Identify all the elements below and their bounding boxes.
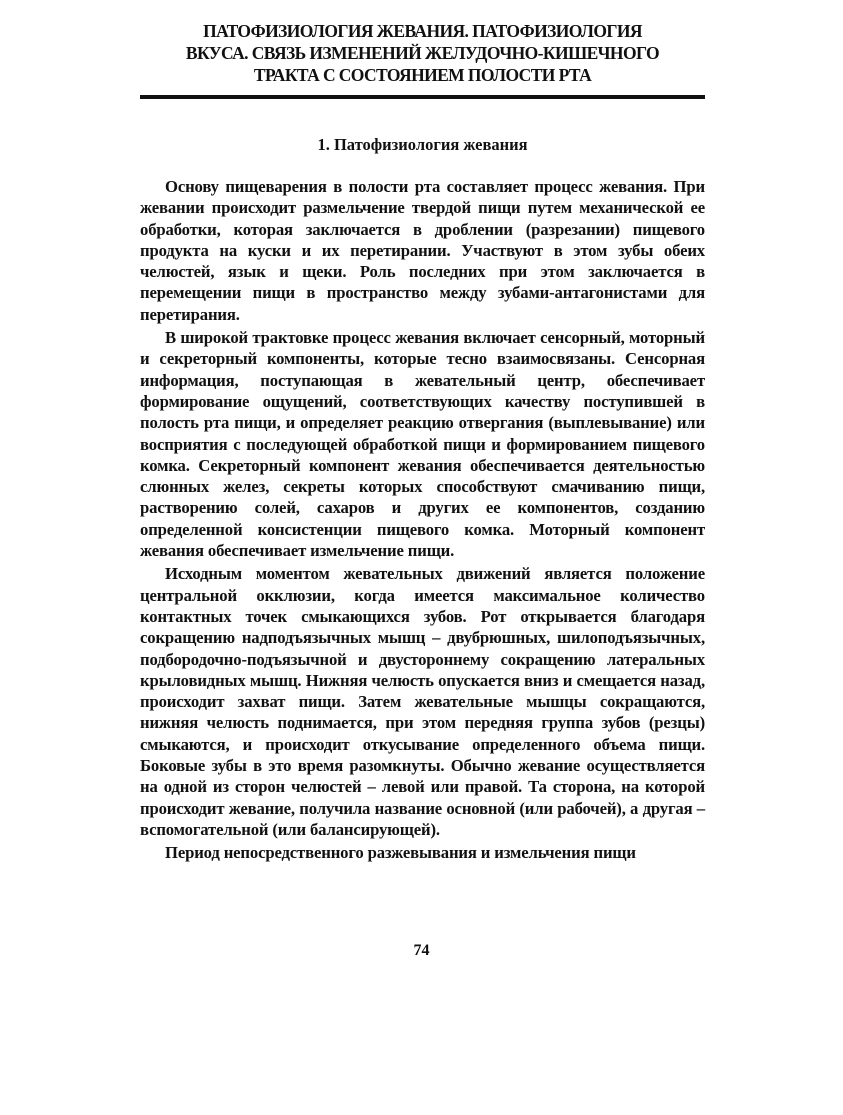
- title-underline-rule: [140, 95, 705, 99]
- paragraph-1: Основу пищеварения в полости рта составляет процесс жевания. При жевании происходит размельчение твердой пищи путем механической ее обработки, которая заключается в дроблении (разрезании) пищевого продукта на куски и их перетирании. Участвуют в этом зубы обеих челюстей, язык и щеки. Роль последних при этом заключается в перемещении пищи в пространство между зубами-антагонистами для перетирания.: [140, 177, 705, 324]
- chapter-title: ПАТОФИЗИОЛОГИЯ ЖЕВАНИЯ. ПАТОФИЗИОЛОГИЯ ВКУСА. СВЯЗЬ ИЗМЕНЕНИЙ ЖЕЛУДОЧНО-КИШЕЧНОГО ТРАКТА С СОСТОЯНИЕМ ПОЛОСТИ РТА: [185, 21, 660, 85]
- section-heading: 1. Патофизиология жевания: [317, 135, 528, 154]
- paragraph-2: В широкой трактовке процесс жевания включает сенсорный, моторный и секреторный компоненты, которые тесно взаимосвязаны. Сенсорная информация, поступающая в жевательный центр, обеспечивает формирование ощущений, соответствующих качеству поступившей в полость рта пищи, и определяет реакцию отвергания (выплевывание) или восприятия с последующей обработкой пищи и формированием пищевого комка. Секреторный компонент жевания обеспечивается деятельностью слюнных желез, секреты которых способствуют смачиванию пищи, растворению солей, сахаров и других ее компонентов, созданию определенной консистенции пищевого комка. Моторный компонент жевания обеспечивает измельчение пищи.: [140, 328, 705, 561]
- body-text: [140, 176, 705, 864]
- paragraph-3: Исходным моментом жевательных движений является положение центральной окклюзии, когда имеется максимальное количество контактных точек смыкающихся зубов. Рот открывается благодаря сокращению надподъязычных мышц – двубрюшных, шилоподъязычных, подбородочно-подъязычной и двустороннему сокращению латеральных крыловидных мышц. Нижняя челюсть опускается вниз и смещается назад, происходит захват пищи. Затем жевательные мышцы сокращаются, нижняя челюсть поднимается, при этом передняя группа зубов (резцы) смыкаются, и происходит откусывание определенного объема пищи. Боковые зубы в это время разомкнуты. Обычно жевание осуществляется на одной из сторон челюстей – левой или правой. Та сторона, на которой происходит жевание, получила название основной (или рабочей), а другая – вспомогательной (или балансирующей).: [140, 564, 705, 839]
- paragraph-4: Период непосредственного разжевывания и измельчения пищи: [165, 843, 636, 863]
- page-number: 74: [413, 942, 430, 959]
- book-page: [140, 20, 705, 866]
